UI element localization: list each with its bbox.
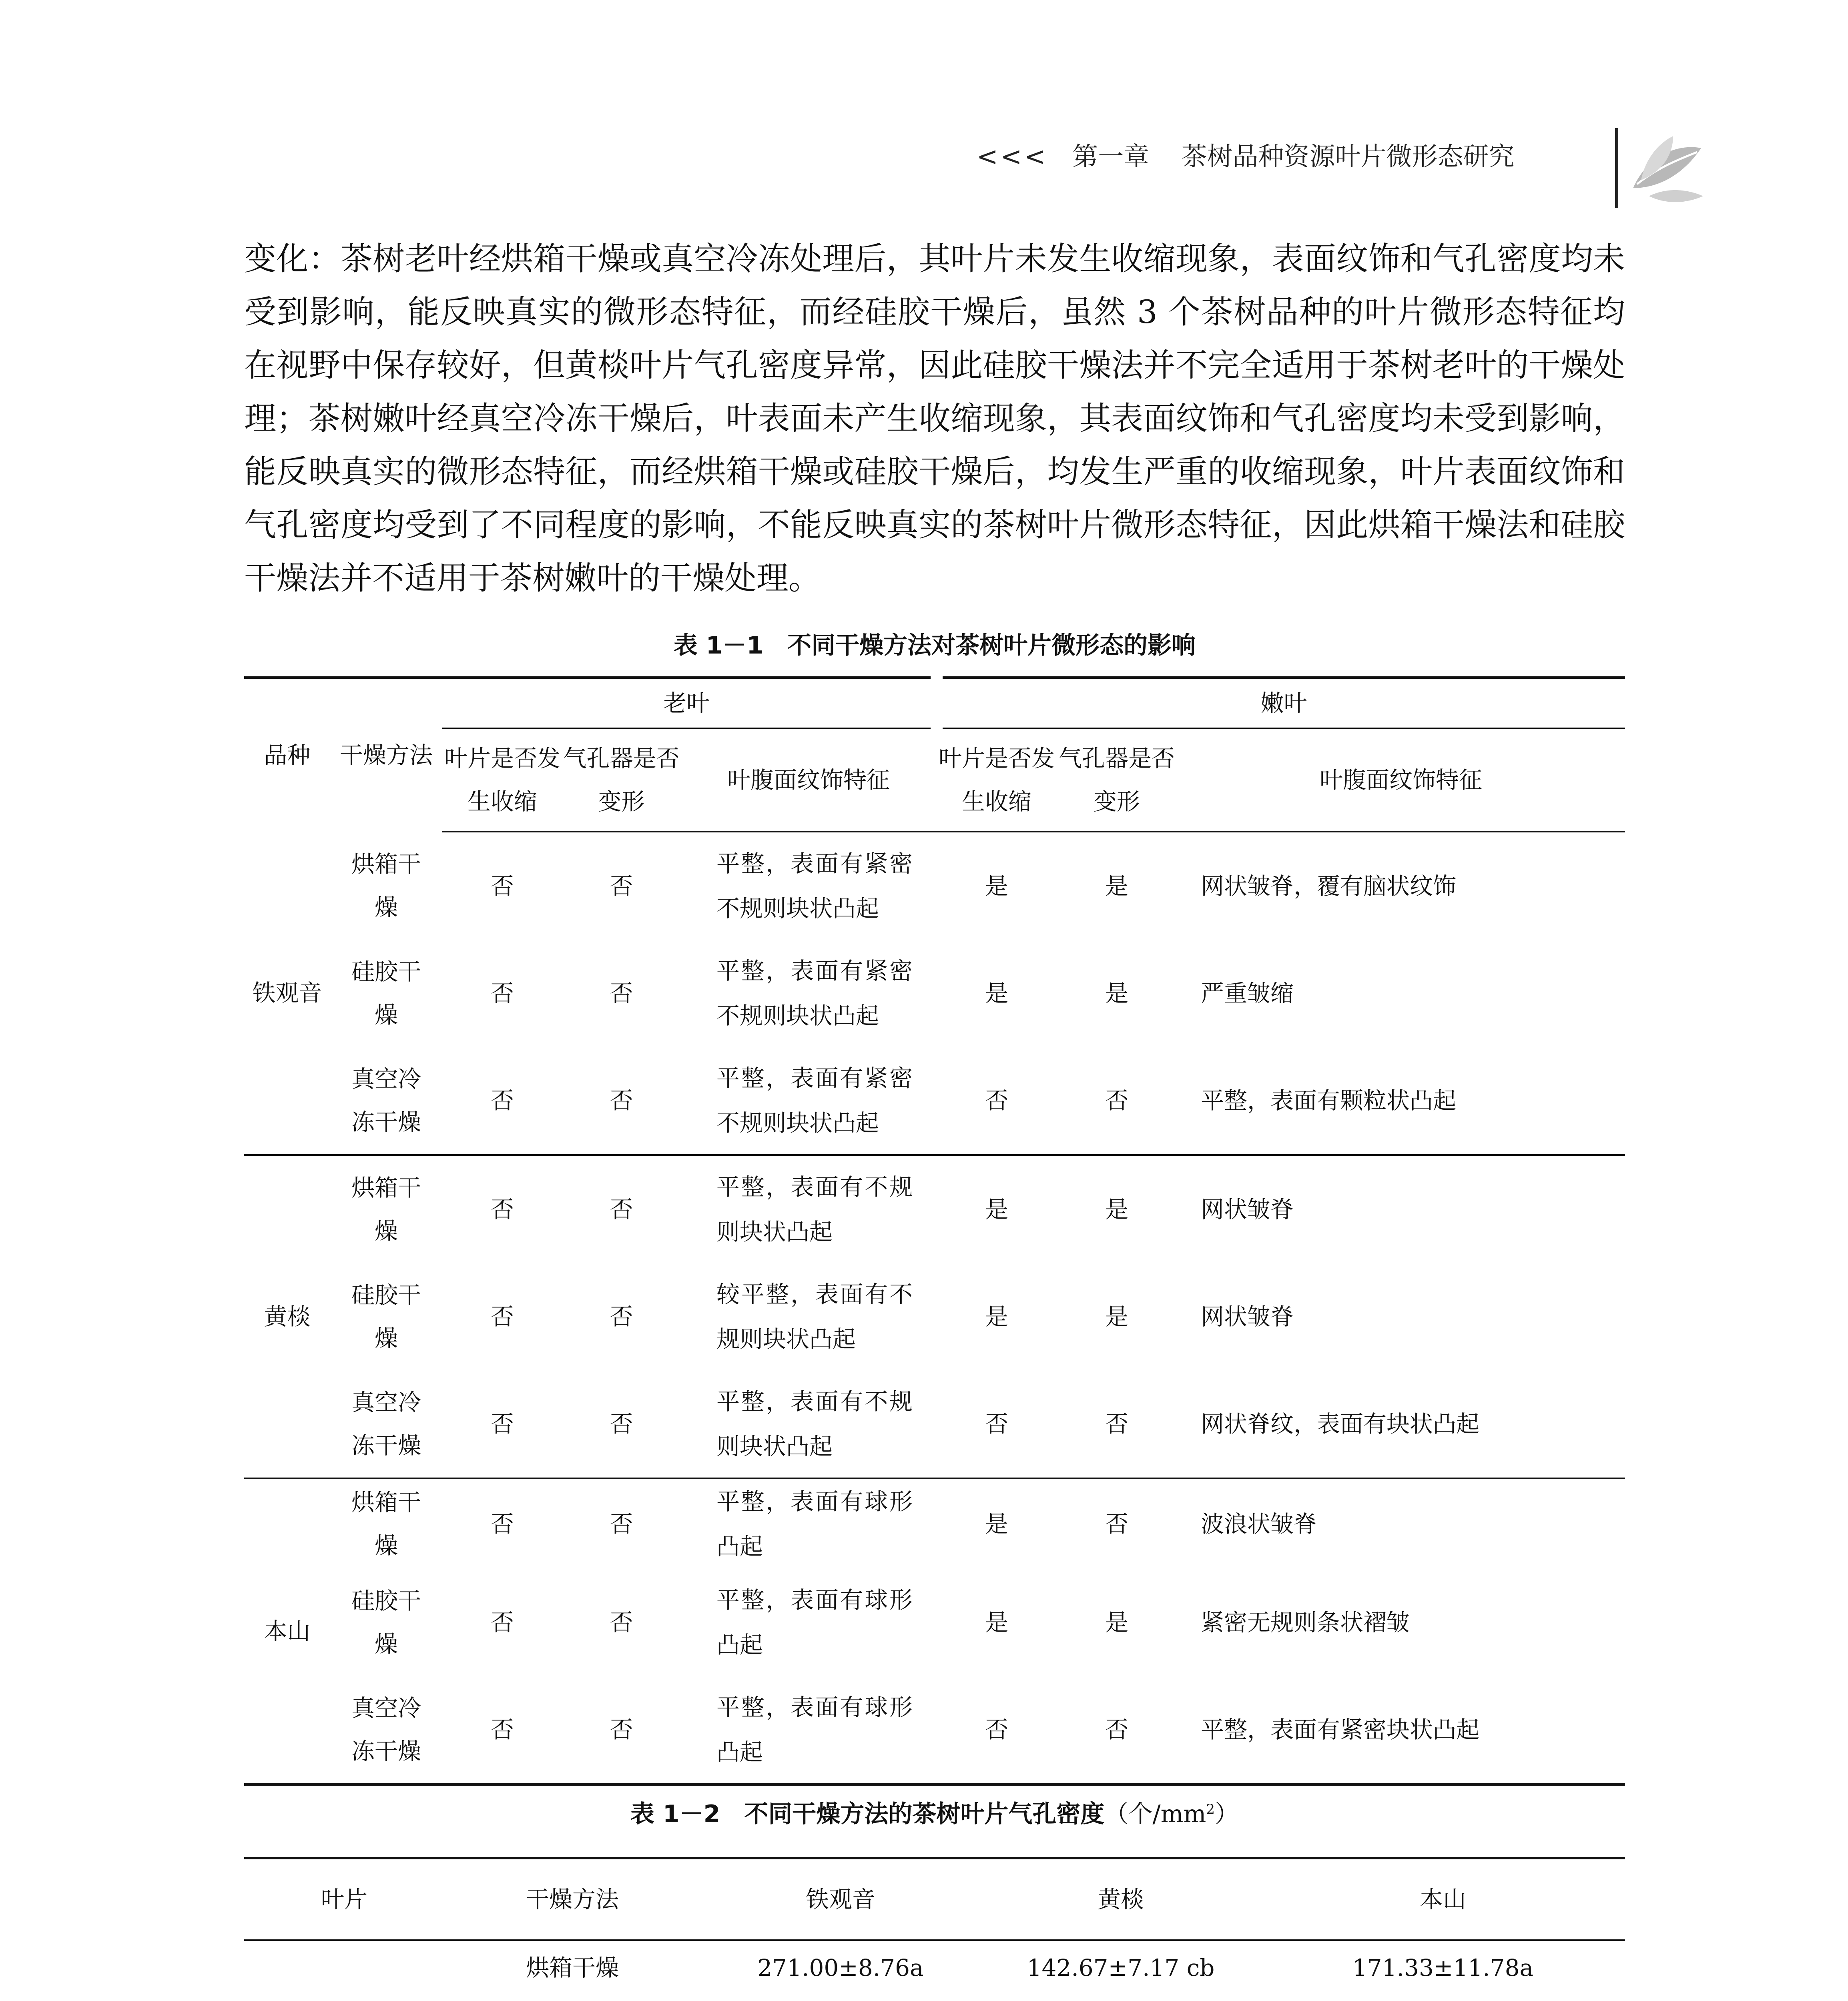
t1-young-stoma: 是 <box>1105 1303 1128 1330</box>
t1-old-texture: 平整，表面有紧密不规则块状凸起 <box>716 850 913 922</box>
t1-method: 真空冷冻干燥 <box>351 1389 421 1459</box>
t1-young-texture: 平整，表面有颗粒状凸起 <box>1201 1087 1457 1114</box>
t1-old-shrink: 否 <box>442 1155 562 1263</box>
unit-open: （个/mm <box>1104 1800 1206 1828</box>
t1-head-old-shrink: 叶片是否发生收缩 <box>442 728 562 832</box>
t2-benshan-value: 171.33±11.78a <box>1352 1954 1534 1981</box>
t1-young-stoma: 否 <box>1105 1716 1128 1743</box>
t2-huangdan-value <box>981 1995 1261 2001</box>
t1-young-texture: 平整，表面有紧密块状凸起 <box>1201 1716 1480 1743</box>
t1-young-texture: 网状皱脊 <box>1177 1155 1625 1263</box>
t1-young-shrink: 是 <box>985 980 1008 1007</box>
t1-old-stoma: 否 <box>610 1410 633 1438</box>
t1-old-texture: 平整，表面有不规则块状凸起 <box>680 1155 937 1263</box>
t1-old-stoma: 否 <box>610 1609 633 1636</box>
t2-tieguanyin-value <box>700 1995 981 2001</box>
t1-old-texture: 平整，表面有紧密不规则块状凸起 <box>716 1065 913 1137</box>
t1-young-stoma: 是 <box>1105 872 1128 900</box>
t1-young-stoma: 是 <box>1105 980 1128 1007</box>
table1-row <box>244 940 1625 1047</box>
t1-young-shrink: 是 <box>937 1155 1057 1263</box>
t1-young-shrink: 是 <box>985 1303 1008 1330</box>
t1-head-old: 老叶 <box>442 678 937 728</box>
t1-method: 硅胶干燥 <box>351 1587 421 1658</box>
t1-method: 烘箱干燥 <box>351 850 421 921</box>
table1-row <box>244 1370 1625 1478</box>
t1-method: 真空冷冻干燥 <box>351 1065 421 1136</box>
unit-close: ） <box>1215 1800 1239 1828</box>
body-paragraph: 变化：茶树老叶经烘箱干燥或真空冷冻处理后，其叶片未发生收缩现象，表面纹饰和气孔密度均未受到影响，能反映真实的微形态特征，而经硅胶干燥后，虽然 3 个茶树品种的叶片微形态特征均在视野中保存较好，但黄棪叶片气孔密度异常，因此硅胶干燥法并不完全适用于茶树老叶的干燥处理；茶树嫩叶经真空冷冻干燥后，叶表面未产生收缩现象，其表面纹饰和气孔密度均未受到影响，能反映真实的微形态特征，而经烘箱干燥或硅胶干燥后，均发生严重的收缩现象，叶片表面纹饰和气孔密度均受到了不同程度的影响，不能反映真实的茶树叶片微形态特征，因此烘箱干燥法和硅胶干燥法并不适用于茶树嫩叶的干燥处理。 <box>244 240 1625 597</box>
table1-row <box>244 1263 1625 1370</box>
header-chapter: 第一章 <box>1072 142 1150 172</box>
t1-method: 真空冷冻干燥 <box>351 1694 421 1765</box>
t1-variety: 黄棪 <box>244 1155 330 1478</box>
t2-method: 烘箱干燥 <box>526 1954 619 1981</box>
t2-head-method: 干燥方法 <box>444 1858 700 1940</box>
t1-young-stoma: 否 <box>1057 1478 1177 1569</box>
table1-row <box>244 1478 1625 1569</box>
t2-benshan-value <box>1261 1995 1625 2001</box>
t1-young-texture: 波浪状皱脊 <box>1177 1478 1625 1569</box>
table2-caption-unit <box>1104 1800 1239 1828</box>
t1-old-texture: 较平整，表面有不规则块状凸起 <box>716 1281 913 1353</box>
table2-caption <box>244 1795 1625 1829</box>
t1-head-young-stoma: 气孔器是否变形 <box>1057 728 1177 832</box>
t1-head-old-texture: 叶腹面纹饰特征 <box>680 728 937 832</box>
t1-old-stoma: 否 <box>610 1303 633 1330</box>
t1-old-stoma: 否 <box>610 872 633 900</box>
t1-young-shrink: 否 <box>985 1716 1008 1743</box>
t2-huangdan-value: 142.67±7.17 cb <box>1027 1954 1215 1981</box>
t1-old-shrink: 否 <box>490 872 514 900</box>
header-arrows: <<< <box>977 142 1048 172</box>
t1-old-stoma: 否 <box>610 1716 633 1743</box>
t1-method: 硅胶干燥 <box>351 1281 421 1352</box>
t2-head-leaf: 叶片 <box>244 1858 444 1940</box>
t1-method: 烘箱干燥 <box>330 1155 442 1263</box>
t2-leaf <box>244 1940 444 2001</box>
table2 <box>244 1857 1625 2001</box>
table1-row <box>244 1676 1625 1784</box>
table1-caption: 表 1－1 不同干燥方法对茶树叶片微形态的影响 <box>673 632 1196 660</box>
t1-young-texture: 紧密无规则条状褶皱 <box>1201 1609 1410 1636</box>
t1-head-young-shrink: 叶片是否发生收缩 <box>937 728 1057 832</box>
t1-young-shrink: 是 <box>985 1609 1008 1636</box>
t1-old-shrink: 否 <box>490 1716 514 1743</box>
t1-old-texture: 平整，表面有紧密不规则块状凸起 <box>716 957 913 1029</box>
unit-sup: 2 <box>1206 1801 1215 1817</box>
t1-old-shrink: 否 <box>490 1303 514 1330</box>
t1-young-shrink: 否 <box>985 1410 1008 1438</box>
t1-young-texture: 网状皱脊 <box>1201 1303 1294 1330</box>
t1-old-texture: 平整，表面有球形凸起 <box>680 1478 937 1569</box>
table2-row <box>244 1940 1625 1995</box>
t1-young-texture: 网状脊纹，表面有块状凸起 <box>1201 1410 1480 1438</box>
t1-young-shrink: 否 <box>985 1087 1008 1114</box>
t1-young-shrink: 是 <box>937 1478 1057 1569</box>
table1-row <box>244 1155 1625 1263</box>
t1-young-stoma: 否 <box>1105 1087 1128 1114</box>
t1-method: 硅胶干燥 <box>351 958 421 1029</box>
table2-caption-main: 表 1－2 不同干燥方法的茶树叶片气孔密度 <box>630 1800 1105 1828</box>
t1-young-stoma: 是 <box>1105 1609 1128 1636</box>
header-title: 茶树品种资源叶片微形态研究 <box>1181 142 1515 172</box>
t1-young-texture: 严重皱缩 <box>1201 980 1294 1007</box>
t1-old-texture: 平整，表面有不规则块状凸起 <box>716 1388 913 1460</box>
t1-young-texture: 网状皱脊，覆有脑状纹饰 <box>1201 872 1457 900</box>
table1-row <box>244 832 1625 940</box>
t1-old-stoma: 否 <box>610 1087 633 1114</box>
t1-head-variety: 品种 <box>264 742 311 769</box>
table1-row <box>244 1047 1625 1155</box>
t1-old-shrink: 否 <box>490 1410 514 1438</box>
t2-method <box>444 1995 700 2001</box>
t1-old-shrink: 否 <box>490 1609 514 1636</box>
t1-old-stoma: 否 <box>610 980 633 1007</box>
table2-row <box>244 1995 1625 2001</box>
table1 <box>244 676 1625 1786</box>
t2-head-huangdan: 黄棪 <box>981 1858 1261 1940</box>
running-header <box>977 136 1515 173</box>
t1-variety: 本山 <box>244 1478 330 1784</box>
t1-young-stoma: 是 <box>1057 1155 1177 1263</box>
t1-old-stoma: 否 <box>562 1155 680 1263</box>
t1-method: 烘箱干燥 <box>330 1478 442 1569</box>
tea-leaf-logo-icon <box>1625 128 1705 208</box>
t1-head-method: 干燥方法 <box>339 742 433 769</box>
t1-variety: 铁观音 <box>252 979 322 1007</box>
table1-row <box>244 1569 1625 1676</box>
t1-young-shrink: 是 <box>985 872 1008 900</box>
t1-head-young-texture: 叶腹面纹饰特征 <box>1177 728 1625 832</box>
t1-head-young: 嫩叶 <box>937 678 1625 728</box>
t2-head-benshan: 本山 <box>1261 1858 1625 1940</box>
t1-young-stoma: 否 <box>1105 1410 1128 1438</box>
t2-head-tieguanyin: 铁观音 <box>700 1858 981 1940</box>
t1-old-texture: 平整，表面有球形凸起 <box>716 1694 913 1766</box>
header-divider <box>1615 128 1618 208</box>
t1-old-stoma: 否 <box>562 1478 680 1569</box>
t1-old-shrink: 否 <box>490 980 514 1007</box>
t1-old-shrink: 否 <box>490 1087 514 1114</box>
t2-tieguanyin-value: 271.00±8.76a <box>757 1954 924 1981</box>
t1-old-texture: 平整，表面有球形凸起 <box>716 1586 913 1658</box>
t1-old-shrink: 否 <box>442 1478 562 1569</box>
t1-head-old-stoma: 气孔器是否变形 <box>562 728 680 832</box>
